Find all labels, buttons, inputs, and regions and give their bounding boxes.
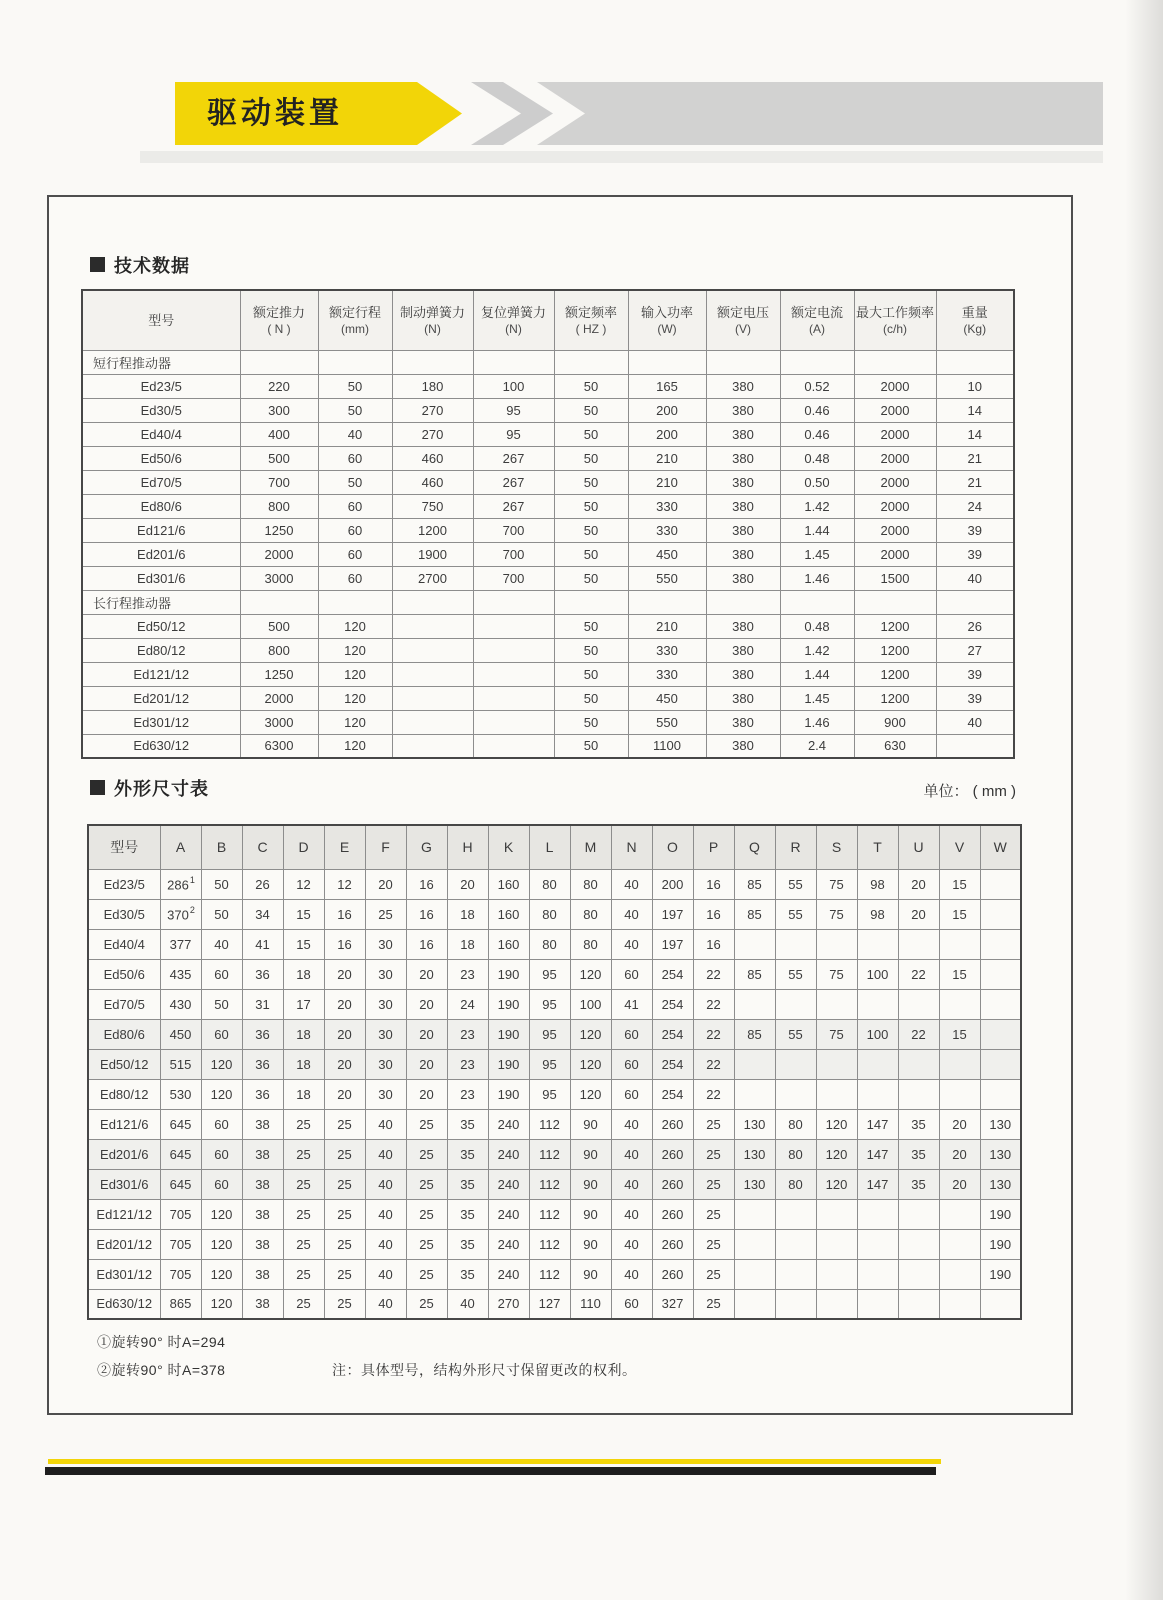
section-title-tech-label: 技术数据 bbox=[114, 256, 190, 276]
table-row: Ed121/6 645 60 38 25 25 40 25 35 240 112 90 40 260 25 130 80 120 147 35 20 130 bbox=[88, 1109, 1021, 1139]
column-header: O bbox=[652, 825, 693, 869]
table-row: Ed23/5 $286^1$ 50 26 12 12 20 16 20 160 80 80 40 200 16 85 55 75 98 20 15 bbox=[88, 869, 1021, 899]
column-header: C bbox=[242, 825, 283, 869]
table-row: Ed30/5 300 50 270 95 50 200 380 0.46 2000 14 bbox=[82, 398, 1014, 422]
footnote-2: ②旋转90° 时A=378 bbox=[97, 1362, 226, 1378]
table-row: Ed201/12 2000 120 50 450 380 1.45 1200 39 bbox=[82, 686, 1014, 710]
table-row: Ed301/6 3000 60 2700 700 50 550 380 1.46 1500 40 bbox=[82, 566, 1014, 590]
model-cell: Ed50/6 bbox=[82, 446, 240, 470]
header-banner bbox=[175, 82, 1103, 145]
section-title-dim-label: 外形尺寸表 bbox=[114, 779, 209, 799]
footnote-3: 注：具体型号，结构外形尺寸保留更改的权利。 bbox=[332, 1362, 637, 1378]
table-row: Ed50/12 515 120 36 18 20 30 20 23 190 95 120 60 254 22 bbox=[88, 1049, 1021, 1079]
table-row: Ed201/6 645 60 38 25 25 40 25 35 240 112 90 40 260 25 130 80 120 147 35 20 130 bbox=[88, 1139, 1021, 1169]
model-cell: Ed201/6 bbox=[88, 1139, 160, 1169]
model-cell: Ed80/6 bbox=[82, 494, 240, 518]
column-header: W bbox=[980, 825, 1021, 869]
table-row: Ed70/5 700 50 460 267 50 210 380 0.50 2000 21 bbox=[82, 470, 1014, 494]
table-header-row bbox=[82, 290, 1014, 350]
table-row: Ed80/6 800 60 750 267 50 330 380 1.42 2000 24 bbox=[82, 494, 1014, 518]
square-bullet-icon bbox=[90, 257, 105, 272]
column-header: 型号 bbox=[82, 290, 240, 350]
model-cell: Ed80/6 bbox=[88, 1019, 160, 1049]
dimension-table bbox=[87, 824, 1022, 1320]
section-title-dimensions bbox=[90, 775, 209, 801]
table-row: Ed50/6 435 60 36 18 20 30 20 23 190 95 120 60 254 22 85 55 75 100 22 15 bbox=[88, 959, 1021, 989]
table-row: Ed40/4 377 40 41 15 16 30 16 18 160 80 80 40 197 16 bbox=[88, 929, 1021, 959]
column-header: A bbox=[160, 825, 201, 869]
table-row: Ed301/12 3000 120 50 550 380 1.46 900 40 bbox=[82, 710, 1014, 734]
column-header: 额定电压 (V) bbox=[706, 290, 780, 350]
model-cell: Ed630/12 bbox=[88, 1289, 160, 1319]
model-cell: Ed23/5 bbox=[88, 869, 160, 899]
table-row: Ed121/6 1250 60 1200 700 50 330 380 1.44 2000 39 bbox=[82, 518, 1014, 542]
table-row: Ed80/6 450 60 36 18 20 30 20 23 190 95 120 60 254 22 85 55 75 100 22 15 bbox=[88, 1019, 1021, 1049]
model-cell: Ed121/6 bbox=[88, 1109, 160, 1139]
tech-data-table bbox=[81, 289, 1015, 759]
model-cell: Ed630/12 bbox=[82, 734, 240, 758]
content-box bbox=[47, 195, 1073, 1415]
column-header: 额定电流 (A) bbox=[780, 290, 854, 350]
column-header: Q bbox=[734, 825, 775, 869]
chevron-right-icon bbox=[471, 82, 553, 145]
model-cell: Ed80/12 bbox=[88, 1079, 160, 1109]
model-cell: Ed50/6 bbox=[88, 959, 160, 989]
model-cell: Ed80/12 bbox=[82, 638, 240, 662]
model-cell: Ed301/6 bbox=[88, 1169, 160, 1199]
unit-label: 单位： ( mm ) bbox=[923, 783, 1016, 800]
column-header: U bbox=[898, 825, 939, 869]
column-header: 制动弹簧力 (N) bbox=[392, 290, 473, 350]
accent-line-yellow bbox=[48, 1459, 941, 1464]
model-cell: Ed121/6 bbox=[82, 518, 240, 542]
table-row: Ed50/12 500 120 50 210 380 0.48 1200 26 bbox=[82, 614, 1014, 638]
table-row: Ed40/4 400 40 270 95 50 200 380 0.46 2000 14 bbox=[82, 422, 1014, 446]
model-cell: Ed70/5 bbox=[88, 989, 160, 1019]
column-header: 复位弹簧力 (N) bbox=[473, 290, 554, 350]
model-cell: Ed50/12 bbox=[82, 614, 240, 638]
table-row: Ed630/12 865 120 38 25 25 40 25 40 270 127 110 60 327 25 bbox=[88, 1289, 1021, 1319]
column-header: T bbox=[857, 825, 898, 869]
table-section-row: 长行程推动器 bbox=[82, 590, 1014, 614]
column-header: H bbox=[447, 825, 488, 869]
model-cell: Ed30/5 bbox=[82, 398, 240, 422]
model-cell: Ed70/5 bbox=[82, 470, 240, 494]
model-cell: Ed40/4 bbox=[88, 929, 160, 959]
table-row: Ed50/6 500 60 460 267 50 210 380 0.48 2000 21 bbox=[82, 446, 1014, 470]
table-row: Ed121/12 1250 120 50 330 380 1.44 1200 39 bbox=[82, 662, 1014, 686]
table-row: Ed301/6 645 60 38 25 25 40 25 35 240 112 90 40 260 25 130 80 120 147 35 20 130 bbox=[88, 1169, 1021, 1199]
column-header: V bbox=[939, 825, 980, 869]
column-header: M bbox=[570, 825, 611, 869]
banner-gray-band bbox=[537, 82, 1103, 145]
table-row: Ed630/12 6300 120 50 1100 380 2.4 630 bbox=[82, 734, 1014, 758]
column-header: P bbox=[693, 825, 734, 869]
column-header: 重量 (Kg) bbox=[936, 290, 1014, 350]
table-header-row bbox=[88, 825, 1021, 869]
table-row: Ed80/12 800 120 50 330 380 1.42 1200 27 bbox=[82, 638, 1014, 662]
scan-edge-shadow bbox=[1125, 0, 1163, 1600]
model-cell: Ed121/12 bbox=[82, 662, 240, 686]
banner-underline-decoration bbox=[140, 151, 1103, 163]
model-cell: Ed121/12 bbox=[88, 1199, 160, 1229]
table-row: Ed23/5 220 50 180 100 50 165 380 0.52 2000 10 bbox=[82, 374, 1014, 398]
column-header: E bbox=[324, 825, 365, 869]
model-cell: Ed201/12 bbox=[82, 686, 240, 710]
section-title-tech bbox=[90, 252, 190, 278]
model-cell: Ed201/6 bbox=[82, 542, 240, 566]
column-header: 额定行程 (mm) bbox=[318, 290, 392, 350]
model-cell: Ed301/12 bbox=[82, 710, 240, 734]
table-row: Ed70/5 430 50 31 17 20 30 20 24 190 95 100 41 254 22 bbox=[88, 989, 1021, 1019]
column-header: 输入功率 (W) bbox=[628, 290, 706, 350]
accent-line-black bbox=[45, 1467, 936, 1475]
table-row: Ed121/12 705 120 38 25 25 40 25 35 240 112 90 40 260 25 190 bbox=[88, 1199, 1021, 1229]
column-header: 额定推力 ( N ) bbox=[240, 290, 318, 350]
column-header: K bbox=[488, 825, 529, 869]
table-row: Ed80/12 530 120 36 18 20 30 20 23 190 95 120 60 254 22 bbox=[88, 1079, 1021, 1109]
column-header: B bbox=[201, 825, 242, 869]
model-cell: Ed301/6 bbox=[82, 566, 240, 590]
square-bullet-icon bbox=[90, 780, 105, 795]
table-row: Ed30/5 $370^2$ 50 34 15 16 25 16 18 160 80 80 40 197 16 85 55 75 98 20 15 bbox=[88, 899, 1021, 929]
column-header: N bbox=[611, 825, 652, 869]
model-cell: Ed50/12 bbox=[88, 1049, 160, 1079]
model-cell: Ed30/5 bbox=[88, 899, 160, 929]
model-cell: Ed201/12 bbox=[88, 1229, 160, 1259]
page-title: 驱动装置 bbox=[207, 97, 343, 130]
table-section-row: 短行程推动器 bbox=[82, 350, 1014, 374]
column-header: G bbox=[406, 825, 447, 869]
column-header: 最大工作频率 (c/h) bbox=[854, 290, 936, 350]
column-header: 型号 bbox=[88, 825, 160, 869]
model-cell: Ed23/5 bbox=[82, 374, 240, 398]
column-header: F bbox=[365, 825, 406, 869]
footnote-1: ①旋转90° 时A=294 bbox=[97, 1334, 226, 1350]
table-row: Ed201/6 2000 60 1900 700 50 450 380 1.45 2000 39 bbox=[82, 542, 1014, 566]
model-cell: Ed301/12 bbox=[88, 1259, 160, 1289]
column-header: 额定频率 ( HZ ) bbox=[554, 290, 628, 350]
column-header: R bbox=[775, 825, 816, 869]
table-row: Ed301/12 705 120 38 25 25 40 25 35 240 112 90 40 260 25 190 bbox=[88, 1259, 1021, 1289]
model-cell: Ed40/4 bbox=[82, 422, 240, 446]
column-header: D bbox=[283, 825, 324, 869]
column-header: L bbox=[529, 825, 570, 869]
table-row: Ed201/12 705 120 38 25 25 40 25 35 240 112 90 40 260 25 190 bbox=[88, 1229, 1021, 1259]
column-header: S bbox=[816, 825, 857, 869]
